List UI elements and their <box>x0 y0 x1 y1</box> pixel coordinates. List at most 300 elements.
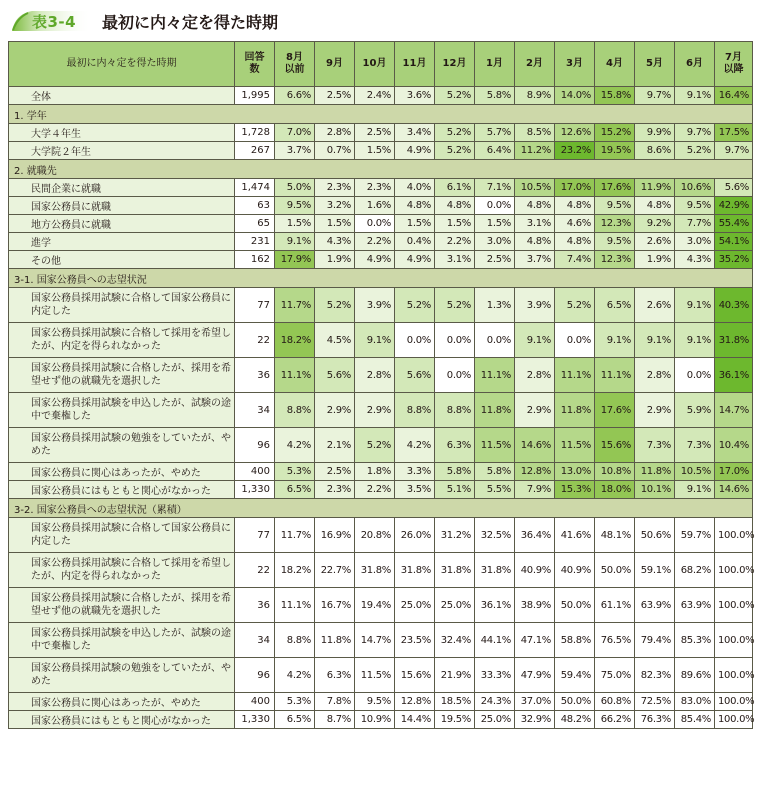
percent-cell: 31.8% <box>475 553 515 588</box>
percent-cell: 12.8% <box>515 463 555 481</box>
row-label: 国家公務員採用試験の勉強をしていたが、やめた <box>9 428 235 463</box>
percent-cell: 17.0% <box>555 179 595 197</box>
percent-cell: 1.5% <box>355 142 395 160</box>
percent-cell: 5.2% <box>355 428 395 463</box>
row-label: 国家公務員採用試験に合格して国家公務員に内定した <box>9 518 235 553</box>
percent-cell: 18.5% <box>435 693 475 711</box>
percent-cell: 11.7% <box>275 288 315 323</box>
respondent-count: 1,330 <box>235 711 275 729</box>
percent-cell: 24.3% <box>475 693 515 711</box>
respondent-count: 96 <box>235 428 275 463</box>
percent-cell: 7.0% <box>275 124 315 142</box>
table-row <box>9 428 753 463</box>
percent-cell: 1.8% <box>355 463 395 481</box>
table-row <box>9 393 753 428</box>
respondent-count: 96 <box>235 658 275 693</box>
percent-cell: 7.3% <box>675 428 715 463</box>
percent-cell: 31.8% <box>395 553 435 588</box>
percent-cell: 17.0% <box>715 463 753 481</box>
percent-cell: 6.1% <box>435 179 475 197</box>
percent-cell: 42.9% <box>715 197 753 215</box>
percent-cell: 2.6% <box>635 233 675 251</box>
header-col: 回答 数 <box>235 42 275 87</box>
percent-cell: 7.8% <box>315 693 355 711</box>
percent-cell: 5.8% <box>435 463 475 481</box>
respondent-count: 34 <box>235 623 275 658</box>
percent-cell: 9.1% <box>595 323 635 358</box>
percent-cell: 63.9% <box>635 588 675 623</box>
respondent-count: 231 <box>235 233 275 251</box>
percent-cell: 17.9% <box>275 251 315 269</box>
respondent-count: 22 <box>235 553 275 588</box>
percent-cell: 18.2% <box>275 323 315 358</box>
percent-cell: 89.6% <box>675 658 715 693</box>
percent-cell: 1.5% <box>275 215 315 233</box>
percent-cell: 9.7% <box>715 142 753 160</box>
percent-cell: 4.9% <box>395 142 435 160</box>
header-col: 8月 以前 <box>275 42 315 87</box>
respondent-count: 77 <box>235 518 275 553</box>
percent-cell: 32.5% <box>475 518 515 553</box>
percent-cell: 1.9% <box>635 251 675 269</box>
percent-cell: 82.3% <box>635 658 675 693</box>
section-label: 3-1. 国家公務員への志望状況 <box>9 269 753 288</box>
percent-cell: 100.0% <box>715 518 753 553</box>
percent-cell: 47.1% <box>515 623 555 658</box>
percent-cell: 9.1% <box>675 87 715 105</box>
percent-cell: 9.9% <box>635 124 675 142</box>
percent-cell: 8.8% <box>275 393 315 428</box>
respondent-count: 162 <box>235 251 275 269</box>
row-label: 国家公務員採用試験に合格して採用を希望したが、内定を得られなかった <box>9 323 235 358</box>
percent-cell: 11.5% <box>475 428 515 463</box>
row-label: 国家公務員にはもともと関心がなかった <box>9 711 235 729</box>
percent-cell: 100.0% <box>715 711 753 729</box>
percent-cell: 23.2% <box>555 142 595 160</box>
section-label: 3-2. 国家公務員への志望状況（累積） <box>9 499 753 518</box>
row-label: 国家公務員にはもともと関心がなかった <box>9 481 235 499</box>
percent-cell: 2.8% <box>355 358 395 393</box>
header-col: 6月 <box>675 42 715 87</box>
percent-cell: 50.0% <box>555 588 595 623</box>
percent-cell: 11.8% <box>635 463 675 481</box>
percent-cell: 10.1% <box>635 481 675 499</box>
row-label: 国家公務員採用試験に合格して採用を希望したが、内定を得られなかった <box>9 553 235 588</box>
percent-cell: 100.0% <box>715 553 753 588</box>
percent-cell: 5.3% <box>275 693 315 711</box>
percent-cell: 13.0% <box>555 463 595 481</box>
percent-cell: 4.8% <box>635 197 675 215</box>
percent-cell: 50.0% <box>555 693 595 711</box>
header-col: 4月 <box>595 42 635 87</box>
section-label: 1. 学年 <box>9 105 753 124</box>
percent-cell: 2.3% <box>315 481 355 499</box>
percent-cell: 17.5% <box>715 124 753 142</box>
percent-cell: 6.3% <box>315 658 355 693</box>
percent-cell: 14.0% <box>555 87 595 105</box>
percent-cell: 3.9% <box>515 288 555 323</box>
percent-cell: 32.4% <box>435 623 475 658</box>
percent-cell: 19.4% <box>355 588 395 623</box>
percent-cell: 3.5% <box>395 481 435 499</box>
percent-cell: 1.5% <box>475 215 515 233</box>
percent-cell: 59.7% <box>675 518 715 553</box>
percent-cell: 7.1% <box>475 179 515 197</box>
section-row <box>9 160 753 179</box>
percent-cell: 5.6% <box>315 358 355 393</box>
percent-cell: 2.9% <box>315 393 355 428</box>
percent-cell: 2.2% <box>355 481 395 499</box>
percent-cell: 7.3% <box>635 428 675 463</box>
percent-cell: 14.6% <box>515 428 555 463</box>
percent-cell: 4.9% <box>355 251 395 269</box>
percent-cell: 76.3% <box>635 711 675 729</box>
percent-cell: 7.7% <box>675 215 715 233</box>
percent-cell: 7.9% <box>515 481 555 499</box>
percent-cell: 26.0% <box>395 518 435 553</box>
percent-cell: 5.6% <box>395 358 435 393</box>
percent-cell: 11.8% <box>555 393 595 428</box>
percent-cell: 41.6% <box>555 518 595 553</box>
percent-cell: 3.1% <box>515 215 555 233</box>
percent-cell: 25.0% <box>395 588 435 623</box>
percent-cell: 9.7% <box>635 87 675 105</box>
percent-cell: 9.1% <box>675 288 715 323</box>
percent-cell: 2.8% <box>635 358 675 393</box>
respondent-count: 65 <box>235 215 275 233</box>
percent-cell: 2.9% <box>355 393 395 428</box>
respondent-count: 400 <box>235 463 275 481</box>
percent-cell: 100.0% <box>715 693 753 711</box>
percent-cell: 5.0% <box>275 179 315 197</box>
row-label: 進学 <box>9 233 235 251</box>
percent-cell: 60.8% <box>595 693 635 711</box>
percent-cell: 36.1% <box>475 588 515 623</box>
percent-cell: 31.8% <box>355 553 395 588</box>
percent-cell: 11.8% <box>475 393 515 428</box>
percent-cell: 9.1% <box>515 323 555 358</box>
table-row <box>9 215 753 233</box>
respondent-count: 1,728 <box>235 124 275 142</box>
percent-cell: 79.4% <box>635 623 675 658</box>
percent-cell: 85.3% <box>675 623 715 658</box>
percent-cell: 54.1% <box>715 233 753 251</box>
percent-cell: 3.1% <box>435 251 475 269</box>
percent-cell: 17.6% <box>595 179 635 197</box>
row-label: 大学４年生 <box>9 124 235 142</box>
percent-cell: 5.2% <box>435 87 475 105</box>
row-label: 国家公務員採用試験に合格したが、採用を希望せず他の就職先を選択した <box>9 588 235 623</box>
percent-cell: 59.4% <box>555 658 595 693</box>
percent-cell: 9.1% <box>675 481 715 499</box>
percent-cell: 9.1% <box>275 233 315 251</box>
percent-cell: 9.5% <box>355 693 395 711</box>
percent-cell: 33.3% <box>475 658 515 693</box>
percent-cell: 15.3% <box>555 481 595 499</box>
percent-cell: 40.9% <box>515 553 555 588</box>
percent-cell: 5.2% <box>555 288 595 323</box>
title-badge <box>10 9 92 33</box>
percent-cell: 10.4% <box>715 428 753 463</box>
table-row <box>9 463 753 481</box>
percent-cell: 8.9% <box>515 87 555 105</box>
percent-cell: 38.9% <box>515 588 555 623</box>
percent-cell: 2.5% <box>315 87 355 105</box>
table-body <box>9 87 753 729</box>
table-row <box>9 197 753 215</box>
percent-cell: 40.9% <box>555 553 595 588</box>
respondent-count: 400 <box>235 693 275 711</box>
header-col: 7月 以降 <box>715 42 753 87</box>
percent-cell: 5.2% <box>675 142 715 160</box>
percent-cell: 4.2% <box>275 658 315 693</box>
percent-cell: 47.9% <box>515 658 555 693</box>
percent-cell: 5.2% <box>435 288 475 323</box>
percent-cell: 9.1% <box>675 323 715 358</box>
percent-cell: 12.8% <box>395 693 435 711</box>
table-row <box>9 588 753 623</box>
percent-cell: 58.8% <box>555 623 595 658</box>
percent-cell: 36.1% <box>715 358 753 393</box>
percent-cell: 12.6% <box>555 124 595 142</box>
percent-cell: 11.5% <box>355 658 395 693</box>
percent-cell: 4.2% <box>395 428 435 463</box>
percent-cell: 1.6% <box>355 197 395 215</box>
section-label: 2. 就職先 <box>9 160 753 179</box>
percent-cell: 0.0% <box>475 323 515 358</box>
table-number: 表3-4 <box>32 12 77 31</box>
percent-cell: 76.5% <box>595 623 635 658</box>
percent-cell: 4.8% <box>515 233 555 251</box>
percent-cell: 2.4% <box>355 87 395 105</box>
percent-cell: 8.6% <box>635 142 675 160</box>
percent-cell: 0.4% <box>395 233 435 251</box>
percent-cell: 2.5% <box>315 463 355 481</box>
percent-cell: 0.7% <box>315 142 355 160</box>
respondent-count: 63 <box>235 197 275 215</box>
row-label: 地方公務員に就職 <box>9 215 235 233</box>
percent-cell: 8.8% <box>395 393 435 428</box>
percent-cell: 68.2% <box>675 553 715 588</box>
percent-cell: 40.3% <box>715 288 753 323</box>
table-row <box>9 233 753 251</box>
percent-cell: 4.3% <box>675 251 715 269</box>
row-label: 国家公務員に就職 <box>9 197 235 215</box>
percent-cell: 3.7% <box>275 142 315 160</box>
percent-cell: 4.3% <box>315 233 355 251</box>
percent-cell: 14.7% <box>715 393 753 428</box>
percent-cell: 14.6% <box>715 481 753 499</box>
percent-cell: 2.6% <box>635 288 675 323</box>
percent-cell: 5.2% <box>315 288 355 323</box>
percent-cell: 1.9% <box>315 251 355 269</box>
percent-cell: 21.9% <box>435 658 475 693</box>
percent-cell: 0.0% <box>555 323 595 358</box>
percent-cell: 9.7% <box>675 124 715 142</box>
percent-cell: 6.5% <box>275 711 315 729</box>
percent-cell: 16.9% <box>315 518 355 553</box>
table-row <box>9 711 753 729</box>
percent-cell: 5.8% <box>475 87 515 105</box>
percent-cell: 20.8% <box>355 518 395 553</box>
header-col: 12月 <box>435 42 475 87</box>
percent-cell: 3.7% <box>515 251 555 269</box>
row-label: 国家公務員採用試験に合格して国家公務員に内定した <box>9 288 235 323</box>
respondent-count: 77 <box>235 288 275 323</box>
percent-cell: 2.3% <box>355 179 395 197</box>
table-row <box>9 358 753 393</box>
percent-cell: 0.0% <box>435 323 475 358</box>
header-col: 10月 <box>355 42 395 87</box>
percent-cell: 48.2% <box>555 711 595 729</box>
percent-cell: 5.2% <box>435 124 475 142</box>
percent-cell: 32.9% <box>515 711 555 729</box>
percent-cell: 4.8% <box>515 197 555 215</box>
percent-cell: 75.0% <box>595 658 635 693</box>
percent-cell: 2.3% <box>315 179 355 197</box>
percent-cell: 9.1% <box>355 323 395 358</box>
percent-cell: 5.8% <box>475 463 515 481</box>
percent-cell: 25.0% <box>435 588 475 623</box>
percent-cell: 48.1% <box>595 518 635 553</box>
percent-cell: 6.5% <box>275 481 315 499</box>
table-row <box>9 658 753 693</box>
percent-cell: 0.0% <box>435 358 475 393</box>
percent-cell: 11.1% <box>275 358 315 393</box>
percent-cell: 31.2% <box>435 518 475 553</box>
percent-cell: 5.3% <box>275 463 315 481</box>
percent-cell: 50.0% <box>595 553 635 588</box>
percent-cell: 15.6% <box>395 658 435 693</box>
percent-cell: 11.1% <box>555 358 595 393</box>
percent-cell: 2.8% <box>315 124 355 142</box>
percent-cell: 1.5% <box>435 215 475 233</box>
table-row <box>9 623 753 658</box>
percent-cell: 11.1% <box>275 588 315 623</box>
respondent-count: 34 <box>235 393 275 428</box>
row-label: その他 <box>9 251 235 269</box>
percent-cell: 9.2% <box>635 215 675 233</box>
row-label: 大学院２年生 <box>9 142 235 160</box>
percent-cell: 0.0% <box>395 323 435 358</box>
percent-cell: 3.3% <box>395 463 435 481</box>
row-label: 国家公務員採用試験を申込したが、試験の途中で棄権した <box>9 393 235 428</box>
header-col: 5月 <box>635 42 675 87</box>
table-title <box>10 8 278 34</box>
percent-cell: 9.5% <box>595 233 635 251</box>
table-row <box>9 553 753 588</box>
percent-cell: 100.0% <box>715 658 753 693</box>
percent-cell: 3.0% <box>675 233 715 251</box>
percent-cell: 66.2% <box>595 711 635 729</box>
table-row <box>9 518 753 553</box>
percent-cell: 9.1% <box>635 323 675 358</box>
percent-cell: 6.3% <box>435 428 475 463</box>
percent-cell: 5.6% <box>715 179 753 197</box>
percent-cell: 16.4% <box>715 87 753 105</box>
percent-cell: 8.8% <box>435 393 475 428</box>
percent-cell: 35.2% <box>715 251 753 269</box>
row-label: 全体 <box>9 87 235 105</box>
percent-cell: 0.0% <box>355 215 395 233</box>
percent-cell: 12.3% <box>595 215 635 233</box>
row-label: 国家公務員採用試験を申込したが、試験の途中で棄権した <box>9 623 235 658</box>
percent-cell: 5.7% <box>475 124 515 142</box>
row-label: 国家公務員に関心はあったが、やめた <box>9 693 235 711</box>
section-row <box>9 269 753 288</box>
percent-cell: 63.9% <box>675 588 715 623</box>
percent-cell: 55.4% <box>715 215 753 233</box>
percent-cell: 25.0% <box>475 711 515 729</box>
percent-cell: 9.5% <box>675 197 715 215</box>
percent-cell: 7.4% <box>555 251 595 269</box>
header-col: 1月 <box>475 42 515 87</box>
percent-cell: 1.3% <box>475 288 515 323</box>
percent-cell: 4.2% <box>275 428 315 463</box>
percent-cell: 2.2% <box>355 233 395 251</box>
percent-cell: 0.0% <box>675 358 715 393</box>
table-row <box>9 288 753 323</box>
percent-cell: 31.8% <box>435 553 475 588</box>
percent-cell: 100.0% <box>715 588 753 623</box>
percent-cell: 19.5% <box>595 142 635 160</box>
percent-cell: 4.9% <box>395 251 435 269</box>
respondent-count: 1,474 <box>235 179 275 197</box>
header-col: 11月 <box>395 42 435 87</box>
percent-cell: 4.8% <box>435 197 475 215</box>
row-label: 国家公務員採用試験の勉強をしていたが、やめた <box>9 658 235 693</box>
percent-cell: 8.8% <box>275 623 315 658</box>
percent-cell: 15.2% <box>595 124 635 142</box>
percent-cell: 4.5% <box>315 323 355 358</box>
row-label: 国家公務員採用試験に合格したが、採用を希望せず他の就職先を選択した <box>9 358 235 393</box>
percent-cell: 85.4% <box>675 711 715 729</box>
percent-cell: 18.0% <box>595 481 635 499</box>
percent-cell: 11.7% <box>275 518 315 553</box>
percent-cell: 31.8% <box>715 323 753 358</box>
respondent-count: 1,330 <box>235 481 275 499</box>
respondent-count: 1,995 <box>235 87 275 105</box>
percent-cell: 5.5% <box>475 481 515 499</box>
row-label: 民間企業に就職 <box>9 179 235 197</box>
table-row <box>9 693 753 711</box>
percent-cell: 44.1% <box>475 623 515 658</box>
percent-cell: 2.9% <box>515 393 555 428</box>
percent-cell: 61.1% <box>595 588 635 623</box>
percent-cell: 18.2% <box>275 553 315 588</box>
percent-cell: 37.0% <box>515 693 555 711</box>
percent-cell: 11.1% <box>595 358 635 393</box>
percent-cell: 100.0% <box>715 623 753 658</box>
header-col: 3月 <box>555 42 595 87</box>
table-row <box>9 142 753 160</box>
percent-cell: 2.5% <box>355 124 395 142</box>
percent-cell: 17.6% <box>595 393 635 428</box>
percent-cell: 19.5% <box>435 711 475 729</box>
percent-cell: 6.6% <box>275 87 315 105</box>
respondent-count: 36 <box>235 588 275 623</box>
percent-cell: 72.5% <box>635 693 675 711</box>
percent-cell: 1.5% <box>395 215 435 233</box>
row-label: 国家公務員に関心はあったが、やめた <box>9 463 235 481</box>
header-col: 2月 <box>515 42 555 87</box>
percent-cell: 22.7% <box>315 553 355 588</box>
respondent-count: 36 <box>235 358 275 393</box>
table-row <box>9 251 753 269</box>
percent-cell: 15.6% <box>595 428 635 463</box>
percent-cell: 4.6% <box>555 215 595 233</box>
respondent-count: 267 <box>235 142 275 160</box>
